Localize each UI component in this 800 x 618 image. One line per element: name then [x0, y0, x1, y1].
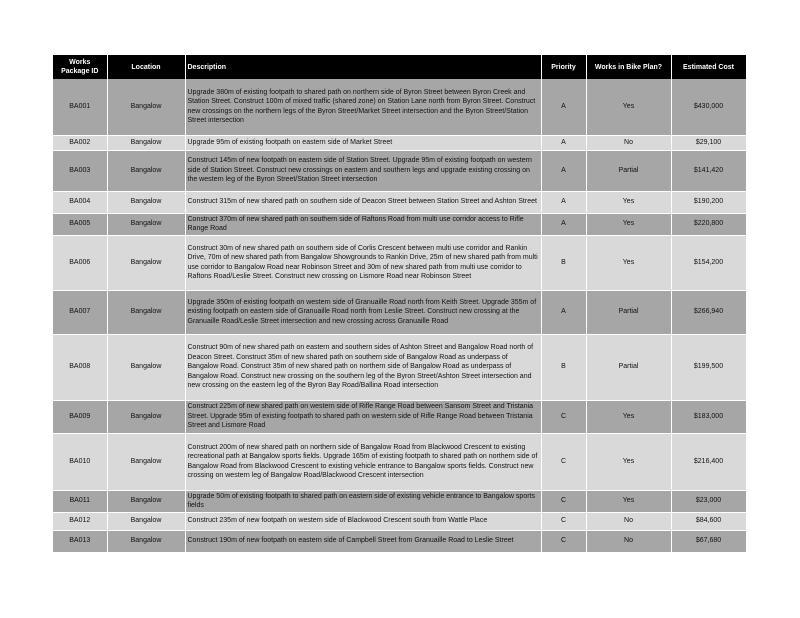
header-row [53, 55, 746, 79]
table-row [53, 530, 746, 552]
header-description: Description [185, 55, 541, 79]
location-cell: Bangalow [107, 334, 185, 400]
estimated-cost-cell: $190,200 [671, 191, 746, 213]
header-location: Location [107, 55, 185, 79]
bike-plan-cell: Yes [586, 213, 671, 235]
priority-cell: A [541, 135, 586, 150]
table-row [53, 334, 746, 400]
table-row [53, 433, 746, 490]
description-cell: Construct 145m of new footpath on eastern side of Station Street. Upgrade 95m of existing footpath on western side of Station Street. Construct new crossings on eastern and southern legs and upgrade existing crossing on the western leg of the Byron Street/Station Street intersection [185, 150, 541, 191]
works-package-id-cell: BA012 [53, 512, 107, 530]
description-cell: Construct 90m of new shared path on eastern and southern sides of Ashton Street and Bangalow Road north of Deacon Street. Construct 35m of new shared path on southern side of Bangalow Road as underpass of Bangalow Road. Construct 35m of new shared path on northern side of Bangalow Road as underpass of Bangalow Road. Construct new crossing on the southern leg of the Byron Street/Ashton Street intersection and new crossing on the eastern leg of the Byron Bay Road/Ballina Road intersection [185, 334, 541, 400]
location-cell: Bangalow [107, 79, 185, 135]
description-cell: Construct 200m of new shared path on northern side of Bangalow Road from Blackwood Crescent to existing recreational path at Bangalow sports fields. Upgrade 165m of existing footpath to shared path on northern side of Bangalow Road from Blackwood Crescent to existing vehicle entrance to Bangalow sports fields. Construct new crossing on western leg of Bangalow Road/Blackwood Crescent intersection [185, 433, 541, 490]
works-package-id-cell: BA002 [53, 135, 107, 150]
estimated-cost-cell: $67,680 [671, 530, 746, 552]
estimated-cost-cell: $216,400 [671, 433, 746, 490]
priority-cell: B [541, 334, 586, 400]
bike-plan-cell: Partial [586, 290, 671, 334]
works-package-table [53, 55, 747, 553]
header-works-package-id: Works Package ID [53, 55, 107, 79]
table-row [53, 213, 746, 235]
works-package-id-cell: BA001 [53, 79, 107, 135]
priority-cell: C [541, 400, 586, 433]
estimated-cost-cell: $84,600 [671, 512, 746, 530]
description-cell: Construct 370m of new shared path on southern side of Raftons Road from multi use corridor access to Rifle Range Road [185, 213, 541, 235]
table-row [53, 135, 746, 150]
location-cell: Bangalow [107, 530, 185, 552]
location-cell: Bangalow [107, 400, 185, 433]
location-cell: Bangalow [107, 433, 185, 490]
bike-plan-cell: Yes [586, 400, 671, 433]
priority-cell: A [541, 213, 586, 235]
table-row [53, 512, 746, 530]
estimated-cost-cell: $141,420 [671, 150, 746, 191]
table-row [53, 79, 746, 135]
description-cell: Construct 190m of new footpath on eastern side of Campbell Street from Granuaille Road to Leslie Street [185, 530, 541, 552]
estimated-cost-cell: $154,200 [671, 235, 746, 290]
location-cell: Bangalow [107, 191, 185, 213]
works-package-id-cell: BA005 [53, 213, 107, 235]
works-package-id-cell: BA013 [53, 530, 107, 552]
bike-plan-cell: Yes [586, 191, 671, 213]
estimated-cost-cell: $199,500 [671, 334, 746, 400]
description-cell: Upgrade 95m of existing footpath on eastern side of Market Street [185, 135, 541, 150]
table-row [53, 235, 746, 290]
table-row [53, 400, 746, 433]
works-package-id-cell: BA008 [53, 334, 107, 400]
description-cell: Upgrade 380m of existing footpath to shared path on northern side of Byron Street between Byron Creek and Station Street. Construct 100m of mixed traffic (shared zone) on Station Lane north from Byron Street. Construct new crossings on the northern legs of the Byron Street/Market Street intersection and the Byron Street/Station Street intersection [185, 79, 541, 135]
location-cell: Bangalow [107, 150, 185, 191]
works-package-id-cell: BA006 [53, 235, 107, 290]
location-cell: Bangalow [107, 290, 185, 334]
priority-cell: C [541, 490, 586, 512]
description-cell: Upgrade 350m of existing footpath on western side of Granuaille Road north from Keith Street. Upgrade 355m of existing footpath on eastern side of Granuaille Road north from Leslie Street. Construct new crossing at the Granuaille Road/Leslie Street intersection and new crossing across Granuaille Road [185, 290, 541, 334]
estimated-cost-cell: $430,000 [671, 79, 746, 135]
bike-plan-cell: Yes [586, 235, 671, 290]
header-works-in-bike-plan: Works in Bike Plan? [586, 55, 671, 79]
location-cell: Bangalow [107, 135, 185, 150]
works-package-id-cell: BA009 [53, 400, 107, 433]
bike-plan-cell: No [586, 135, 671, 150]
bike-plan-cell: Yes [586, 79, 671, 135]
estimated-cost-cell: $29,100 [671, 135, 746, 150]
table-row [53, 150, 746, 191]
works-package-id-cell: BA010 [53, 433, 107, 490]
bike-plan-cell: No [586, 530, 671, 552]
priority-cell: A [541, 150, 586, 191]
description-cell: Upgrade 50m of existing footpath to shared path on eastern side of existing vehicle entrance to Bangalow sports fields [185, 490, 541, 512]
priority-cell: A [541, 191, 586, 213]
priority-cell: C [541, 530, 586, 552]
priority-cell: A [541, 290, 586, 334]
works-package-id-cell: BA011 [53, 490, 107, 512]
location-cell: Bangalow [107, 213, 185, 235]
estimated-cost-cell: $220,800 [671, 213, 746, 235]
bike-plan-cell: Partial [586, 150, 671, 191]
location-cell: Bangalow [107, 512, 185, 530]
description-cell: Construct 315m of new shared path on southern side of Deacon Street between Station Street and Ashton Street [185, 191, 541, 213]
table-row [53, 490, 746, 512]
priority-cell: C [541, 512, 586, 530]
priority-cell: B [541, 235, 586, 290]
header-estimated-cost: Estimated Cost [671, 55, 746, 79]
works-package-id-cell: BA004 [53, 191, 107, 213]
location-cell: Bangalow [107, 235, 185, 290]
bike-plan-cell: No [586, 512, 671, 530]
bike-plan-cell: Yes [586, 490, 671, 512]
works-package-id-cell: BA003 [53, 150, 107, 191]
estimated-cost-cell: $266,940 [671, 290, 746, 334]
description-cell: Construct 235m of new footpath on western side of Blackwood Crescent south from Wattle Place [185, 512, 541, 530]
bike-plan-cell: Yes [586, 433, 671, 490]
description-cell: Construct 225m of new shared path on western side of Rifle Range Road between Sansom Street and Tristania Street. Upgrade 95m of existing footpath to shared path on western side of Rifle Range Road between Tristania Street and Lismore Road [185, 400, 541, 433]
works-package-id-cell: BA007 [53, 290, 107, 334]
description-cell: Construct 30m of new shared path on southern side of Corlis Crescent between multi use corridor and Rankin Drive, 70m of new shared path from Bangalow Showgrounds to Rankin Drive, 25m of new shared path from multi use corridor to Bangalow Road near Robinson Street and 30m of new shared path from multi use corridor to Raftons Road/Leslie Street. Construct new crossing on Lismore Road near Robinson Street [185, 235, 541, 290]
location-cell: Bangalow [107, 490, 185, 512]
estimated-cost-cell: $23,000 [671, 490, 746, 512]
bike-plan-cell: Partial [586, 334, 671, 400]
estimated-cost-cell: $183,000 [671, 400, 746, 433]
table-row [53, 290, 746, 334]
table-row [53, 191, 746, 213]
priority-cell: C [541, 433, 586, 490]
header-priority: Priority [541, 55, 586, 79]
priority-cell: A [541, 79, 586, 135]
